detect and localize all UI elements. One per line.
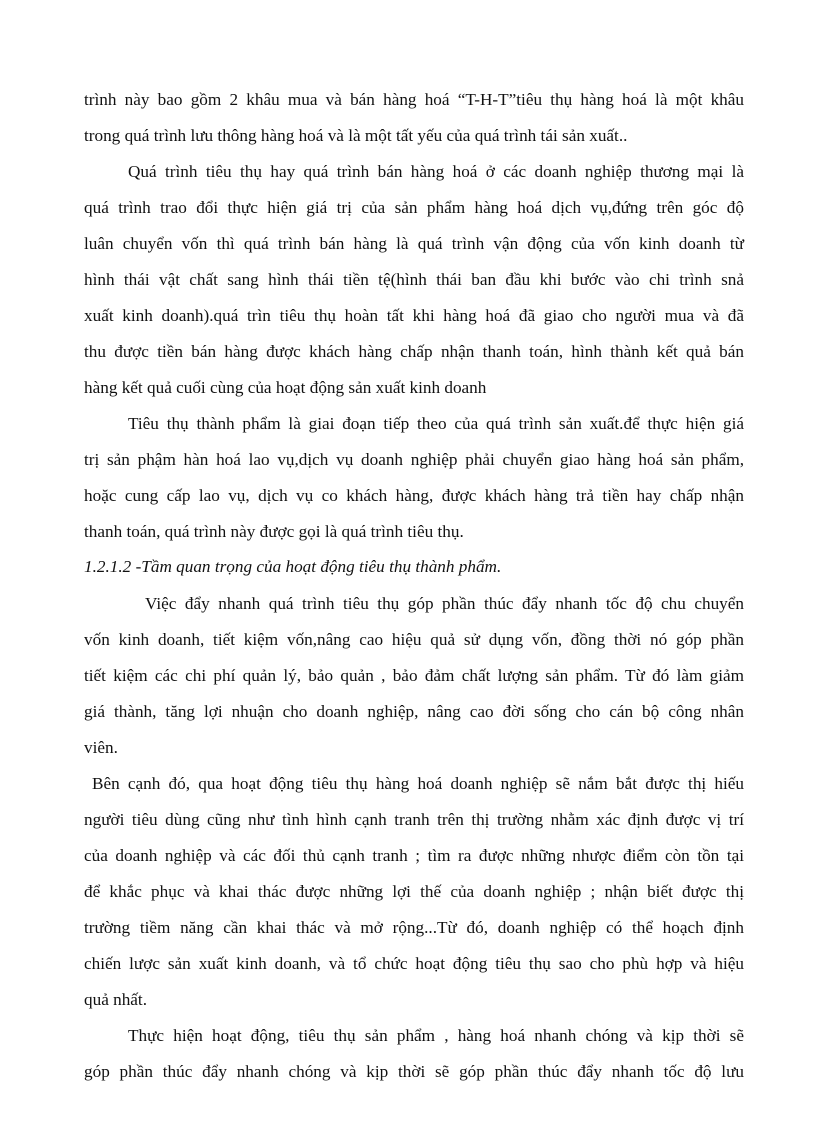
paragraph-line: vốn kinh doanh, tiết kiệm vốn,nâng cao hiệu quả sử dụng vốn, đồng thời nó góp phần [84, 630, 744, 649]
paragraph-line: trị sản phậm hàn hoá lao vụ,dịch vụ doanh nghiệp phải chuyển giao hàng hoá sản phẩm, [84, 450, 744, 469]
paragraph-line: Quá trình tiêu thụ hay quá trình bán hàng hoá ở các doanh nghiệp thương mại là [128, 162, 744, 181]
paragraph-line: quá trình trao đổi thực hiện giá trị của sản phẩm hàng hoá dịch vụ,đứng trên góc độ [84, 198, 744, 217]
paragraph-line: hình thái vật chất sang hình thái tiền tệ(hình thái ban đầu khi bước vào chi trình snả [84, 270, 744, 289]
paragraph-line: tiết kiệm các chi phí quản lý, bảo quản , bảo đảm chất lượng sản phẩm. Từ đó làm giảm [84, 666, 744, 685]
paragraph-line: Việc đẩy nhanh quá trình tiêu thụ góp phần thúc đẩy nhanh tốc độ chu chuyển [145, 594, 744, 613]
paragraph-line: quả nhất. [84, 990, 148, 1009]
paragraph-line: thanh toán, quá trình này được gọi là quá trình tiêu thụ. [84, 522, 464, 541]
section-heading: 1.2.1.2 -Tầm quan trọng của hoạt động tiêu thụ thành phẩm. [84, 557, 502, 576]
paragraph-line: trình này bao gồm 2 khâu mua và bán hàng hoá “T-H-T”tiêu thụ hàng hoá là một khâu [84, 90, 744, 109]
paragraph-line: trường tiềm năng cần khai thác và mở rộng...Từ đó, doanh nghiệp có thể hoạch định [84, 918, 744, 937]
paragraph-line: hoặc cung cấp lao vụ, dịch vụ co khách hàng, được khách hàng trả tiền hay chấp nhận [84, 486, 744, 505]
paragraph-line: chiến lược sản xuất kinh doanh, và tổ chức hoạt động tiêu thụ sao cho phù hợp và hiệu [84, 954, 744, 973]
paragraph-line: trong quá trình lưu thông hàng hoá và là một tất yếu của quá trình tái sản xuất.. [84, 126, 628, 145]
paragraph-line: Thực hiện hoạt động, tiêu thụ sản phẩm , hàng hoá nhanh chóng và kịp thời sẽ [128, 1026, 744, 1045]
paragraph-line: Bên cạnh đó, qua hoạt động tiêu thụ hàng hoá doanh nghiệp sẽ nắm bắt được thị hiếu [92, 774, 744, 793]
paragraph-line: để khắc phục và khai thác được những lợi thế của doanh nghiệp ; nhận biết được thị [84, 882, 744, 901]
paragraph-line: Tiêu thụ thành phẩm là giai đoạn tiếp theo của quá trình sản xuất.để thực hiện giá [128, 414, 744, 433]
paragraph-line: người tiêu dùng cũng như tình hình cạnh tranh trên thị trường nhằm xác định được vị trí [84, 810, 744, 829]
paragraph-line: xuất kinh doanh).quá trìn tiêu thụ hoàn tất khi hàng hoá đã giao cho người mua và đã [84, 306, 744, 325]
paragraph-line: hàng kết quả cuối cùng của hoạt động sản xuất kinh doanh [84, 378, 487, 397]
paragraph-line: góp phần thúc đẩy nhanh chóng và kịp thời sẽ góp phần thúc đẩy nhanh tốc độ lưu [84, 1062, 744, 1081]
paragraph-line: của doanh nghiệp và các đối thủ cạnh tranh ; tìm ra được những nhược điểm còn tồn tại [84, 846, 744, 865]
paragraph-line: viên. [84, 738, 118, 757]
paragraph-line: luân chuyển vốn thì quá trình bán hàng là quá trình vận động của vốn kinh doanh từ [84, 234, 744, 253]
paragraph-line: thu được tiền bán hàng được khách hàng chấp nhận thanh toán, hình thành kết quả bán [84, 342, 744, 361]
paragraph-line: giá thành, tăng lợi nhuận cho doanh nghiệp, nâng cao đời sống cho cán bộ công nhân [84, 702, 744, 721]
